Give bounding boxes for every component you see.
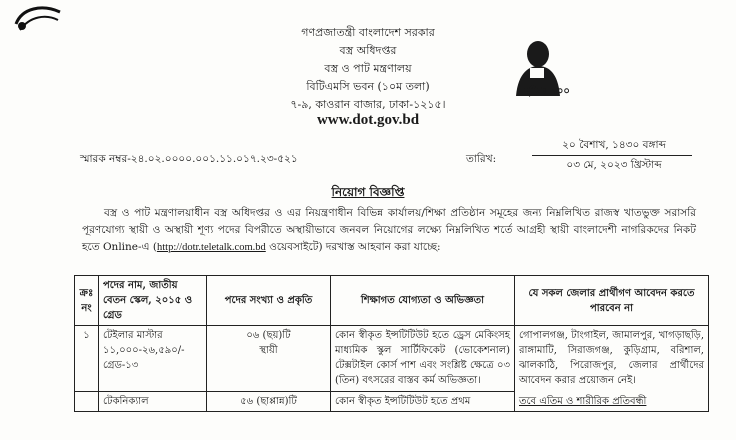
memo-reference: স্মারক নম্বর-২৪.০২.০০০০.০০১.১১.০১৭.২৩-৫২১: [80, 153, 298, 165]
date-bangla: ২০ বৈশাখ, ১৪৩০ বঙ্গাব্দ: [562, 139, 666, 151]
header-building: বিটিএমসি ভবন (১০ম তলা): [306, 80, 430, 93]
col-header-post: পদের নাম, জাতীয় বেতন স্কেল, ২০১৫ ও গ্রেড: [99, 276, 207, 326]
header-website-link[interactable]: www.dot.gov.bd: [316, 112, 420, 128]
cell-count: ৫৬ (ছাপ্পান্ন)টি: [207, 391, 331, 411]
cell-qualification: কোন স্বীকৃত ইন্সটিটিউট হতে প্রথম: [331, 391, 515, 411]
cell-count-value: ০৬ (ছয়)টি: [246, 330, 291, 341]
date-english: ০৩ মে, ২০২৩ খ্রিস্টাব্দ: [566, 159, 662, 171]
cell-sl: ১: [75, 326, 99, 392]
cell-post: টেকনিক্যাল: [99, 391, 207, 411]
date-label: তারিখ:: [466, 153, 497, 165]
cell-districts: [515, 326, 709, 412]
cell-districts-note: তবে এতিম ও শারীরিক প্রতিবন্ধী: [519, 396, 647, 407]
application-link[interactable]: http://dotr.teletalk.com.bd: [156, 242, 266, 253]
header-ministry: বস্ত্র ও পাট মন্ত্রণালয়: [324, 62, 412, 75]
col-header-sl: ক্রঃ নং: [75, 276, 99, 326]
cell-sl: [75, 391, 99, 411]
notice-paragraph-text-end: ওয়েবসাইটে) দরখাস্ত আহবান করা যাচ্ছে:: [265, 241, 441, 253]
cell-qualification: কোন স্বীকৃত ইন্সটিটিউট হতে ড্রেস মেকিংসহ মাধ্যমিক স্কুল সার্টিফিকেট (ভোকেশনাল) টেক্সটাইল কোর্স পাশ এবং সংশ্লিষ্ট ক্ষেত্রে ০৩ (তিন) বৎসরের বাস্তব কর্ম অভিজ্ঞতা।: [331, 326, 515, 392]
cell-districts-text: গোপালগঞ্জ, টাংগাইল, জামালপুর, খাগড়াছড়ি, রাঙ্গামাটি, সিরাজগঞ্জ, কুড়িগ্রাম, বরিশাল, ঝালকাঠি, পিরোজপুর, জেলার প্রার্থীদের আবেদন করার প্রয়োজন নেই।: [519, 330, 704, 386]
notice-paragraph: [82, 205, 696, 256]
table-row: [75, 326, 709, 392]
cell-count: [207, 326, 331, 392]
table-header-row: [75, 276, 709, 326]
header-government: গণপ্রজাতন্ত্রী বাংলাদেশ সরকার: [301, 26, 435, 39]
header-department: বস্ত্র অধিদপ্তর: [339, 44, 397, 57]
cell-nature-value: স্থায়ী: [259, 345, 278, 356]
notice-title: নিয়োগ বিজ্ঞপ্তি: [331, 185, 405, 199]
vacancy-table: [74, 275, 709, 412]
cell-post: টেইলার মাস্টার ১১,০০০-২৬,৫৯০/- গ্রেড-১৩: [99, 326, 207, 392]
col-header-count: পদের সংখ্যা ও প্রকৃতি: [207, 276, 331, 326]
date-divider: [532, 155, 692, 156]
col-header-qualification: শিক্ষাগত যোগ্যতা ও অভিজ্ঞতা: [331, 276, 515, 326]
header-address: ৭-৯, কাওরান বাজার, ঢাকা-১২১৫।: [290, 98, 446, 111]
col-header-districts: যে সকল জেলার প্রার্থীগণ আবেদন করতে পারবেন না: [515, 276, 709, 326]
notice-paragraph-text: বস্ত্র ও পাট মন্ত্রণালয়াধীন বস্ত্র অধিদপ্তর ও এর নিয়ন্ত্রণাধীন বিভিন্ন কার্যালয়/শিক্ষা প্রতিষ্ঠান সমূহের জন্য নিম্নলিখিত রাজস্ব খাতভুক্ত সরাসরি পূরণযোগ্য স্থায়ী ও অস্থায়ী শূণ্য পদের বিপরীতে অস্থায়ীভাবে জনবল নিয়োগের লক্ষ্যে নিম্নলিখিত শর্তে আগ্রহী স্থায়ী বাংলাদেশী নাগরিকদের নিকট হতে Online-এ (: [82, 207, 696, 253]
portrait-caption: মুজিব ১০০: [524, 86, 570, 97]
